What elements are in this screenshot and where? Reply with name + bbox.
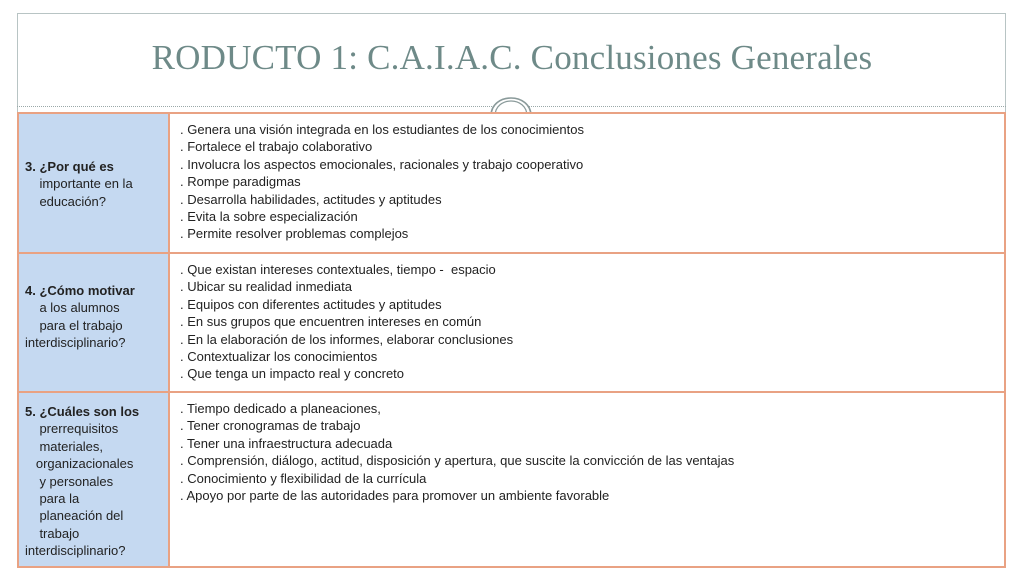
- answer-item: . Tener una infraestructura adecuada: [180, 435, 393, 451]
- answer-item: . Tener cronogramas de trabajo: [180, 418, 361, 434]
- answer-item: . En sus grupos que encuentren intereses en común: [180, 314, 482, 330]
- answer-item: . Ubicar su realidad inmediata: [180, 279, 352, 295]
- conclusions-table-wrapper: [17, 112, 1006, 566]
- answer-item: . Conocimiento y flexibilidad de la currícula: [180, 470, 427, 486]
- question-line: trabajo: [25, 525, 80, 541]
- question-line: materiales,: [25, 438, 104, 454]
- answer-item: . Evita la sobre especialización: [180, 209, 358, 225]
- answer-item: . Que tenga un impacto real y concreto: [180, 366, 405, 382]
- question-line: planeación del: [25, 508, 124, 524]
- question-line: importante en la: [25, 176, 133, 192]
- slide-title: RODUCTO 1: C.A.I.A.C. Conclusiones Generales: [151, 38, 873, 77]
- question-cell: [18, 253, 169, 392]
- answer-item: . Que existan intereses contextuales, tiempo - espacio: [180, 262, 496, 277]
- question-cell: [18, 113, 169, 253]
- answers-cell: [169, 113, 1005, 253]
- table-row: [18, 253, 1005, 392]
- question-line: interdisciplinario?: [25, 335, 126, 351]
- table-row: [18, 113, 1005, 253]
- answer-item: . Comprensión, diálogo, actitud, disposición y apertura, que suscite la convicción de las ventajas: [180, 453, 735, 469]
- question-line: 5. ¿Cuáles son los: [25, 404, 140, 419]
- answer-item: . Equipos con diferentes actitudes y aptitudes: [180, 296, 442, 312]
- question-line: para la: [25, 491, 80, 507]
- question-line: 3. ¿Por qué es: [25, 159, 114, 174]
- answer-item: . Desarrolla habilidades, actitudes y aptitudes: [180, 191, 442, 207]
- question-line: para el trabajo: [25, 317, 123, 333]
- answers-cell: [169, 253, 1005, 392]
- answer-item: . Involucra los aspectos emocionales, racionales y trabajo cooperativo: [180, 156, 584, 172]
- answer-item: . Genera una visión integrada en los estudiantes de los conocimientos: [180, 122, 584, 137]
- answer-item: . Rompe paradigmas: [180, 174, 301, 190]
- answer-item: . En la elaboración de los informes, elaborar conclusiones: [180, 331, 514, 347]
- question-line: interdisciplinario?: [25, 543, 126, 559]
- answer-item: . Permite resolver problemas complejos: [180, 226, 409, 242]
- question-line: prerrequisitos: [25, 421, 119, 437]
- question-line: 4. ¿Cómo motivar: [25, 283, 135, 298]
- conclusions-table: [17, 112, 1006, 568]
- answer-item: . Fortalece el trabajo colaborativo: [180, 139, 373, 155]
- answer-item: . Contextualizar los conocimientos: [180, 349, 378, 365]
- table-row: [18, 392, 1005, 567]
- answers-cell: [169, 392, 1005, 567]
- question-line: a los alumnos: [25, 300, 120, 316]
- question-line: educación?: [25, 193, 106, 209]
- question-cell: [18, 392, 169, 567]
- answer-item: . Apoyo por parte de las autoridades para promover un ambiente favorable: [180, 488, 610, 504]
- question-line: y personales: [25, 473, 114, 489]
- question-line: organizacionales: [25, 456, 134, 472]
- answer-item: . Tiempo dedicado a planeaciones,: [180, 401, 381, 416]
